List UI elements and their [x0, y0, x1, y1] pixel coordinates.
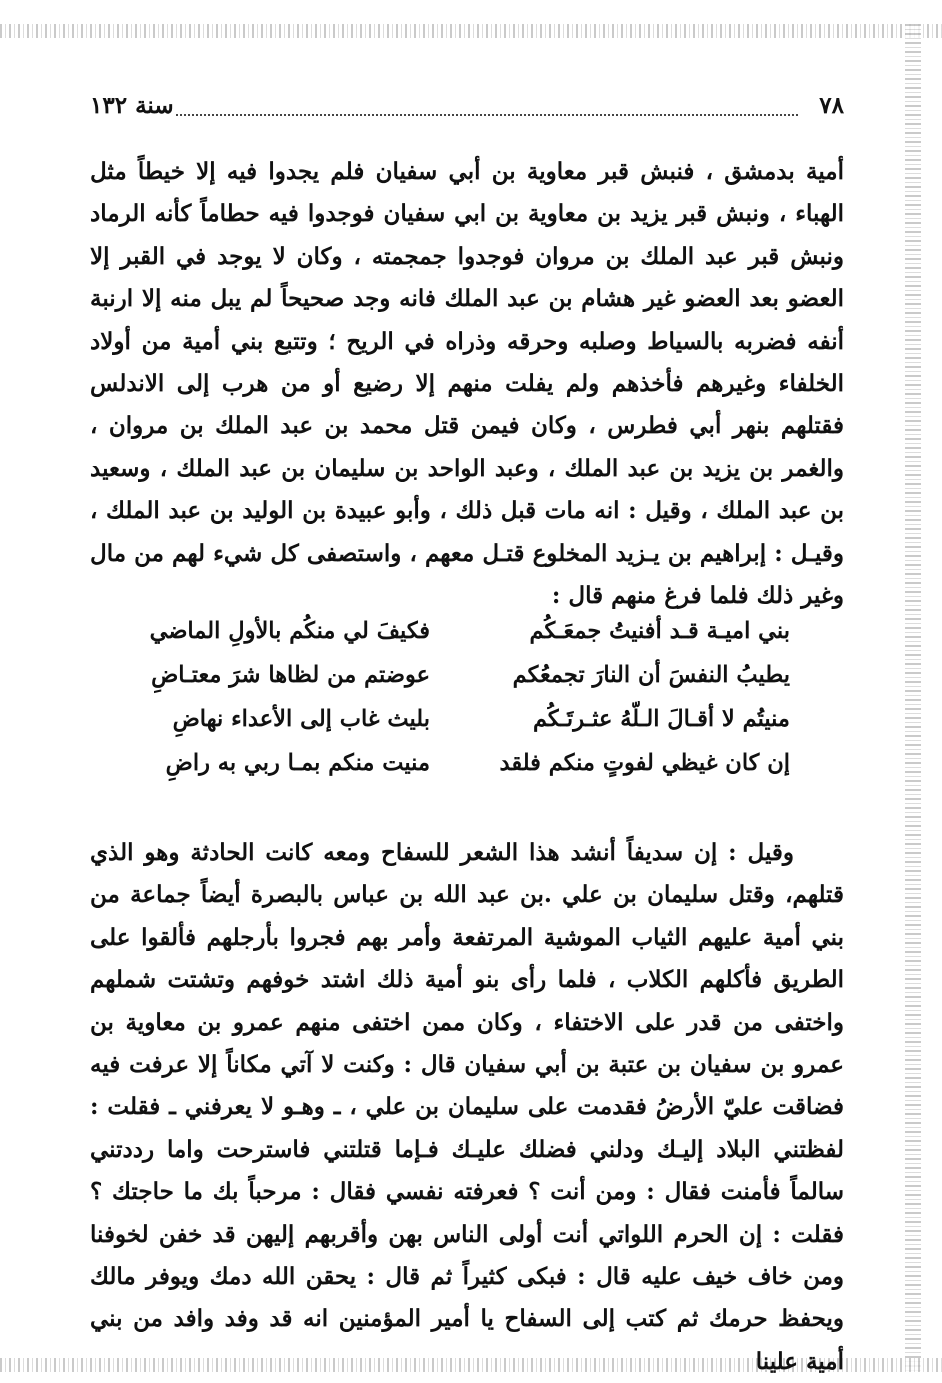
poem-verse — [140, 706, 790, 750]
scan-border-top — [0, 24, 942, 38]
verse-first-hemistich: بني اميـة قـد أفنيتُ جمعَـكُم — [529, 618, 790, 644]
verse-first-hemistich: منيتُم لا أقـالَ الـلّهُ عثـرتَـكُم — [532, 706, 790, 732]
running-title: سنة ١٣٢ — [90, 92, 174, 119]
verse-second-hemistich: بليث غاب إلى الأعداء نهاضِ — [172, 706, 430, 732]
header-dotted-rule — [176, 114, 798, 116]
scan-border-right — [905, 24, 921, 1374]
paragraph: أمية بدمشق ، فنبش قبر معاوية بن أبي سفيان فلم يجدوا فيه إلا خيطاً مثل الهباء ، ونبش قبر يزيد بن معاوية بن ابي سفيان فوجدوا فيه حطاماً كأنه الرماد ونبش قبر عبد الملك بن مروان فوجدوا جمجمته ، وكان لا يوجد في القبر إلا العضو بعد العضو غير هشام بن عبد الملك فانه وجد صحيحاً لم يبل منه إلا ارنبة أنفه فضربه بالسياط وصلبه وحرقه وذراه في الريح ؛ وتتبع بني أمية من أولاد الخلفاء وغيرهم فأخذهم ولم يفلت منهم إلا رضيع أو من هرب إلى الاندلس فقتلهم بنهر أبي فطرس ، وكان فيمن قتل محمد بن عبد الملك بن مروان ، والغمر بن يزيد بن عبد الملك ، وعبد الواحد بن سليمان بن عبد الملك ، وسعيد بن عبد الملك ، وقيل : انه مات قبل ذلك ، وأبو عبيدة بن الوليد بن عبد الملك ، وقيـل : إبراهيم بن يـزيد المخلوع قتـل معهم ، واستصفى كل شيء لهم من مال وغير ذلك فلما فرغ منهم قال : — [90, 158, 845, 610]
verse-first-hemistich: إن كان غيظي لفوتٍ منكم فلقد — [499, 750, 790, 776]
page-header — [90, 92, 844, 124]
poem-verse — [140, 662, 790, 706]
verse-second-hemistich: فكيفَ لي منكُم بالأولِ الماضي — [149, 618, 430, 644]
verse-first-hemistich: يطيبُ النفسَ أن النارَ تجمعُكم — [512, 662, 790, 688]
verse-second-hemistich: منيت منكم بمـا ربي به راضِ — [165, 750, 430, 776]
page-number: ٧٨ — [819, 92, 844, 119]
paragraph: وقيل : إن سديفاً أنشد هذا الشعر للسفاح ومعه كانت الحادثة وهو الذي قتلهم، وقتل سليمان بن علي .بن عبد الله بن عباس بالبصرة أيضاً جماعة من بني أمية عليهم الثياب الموشية المرتفعة وأمر بهم فجروا بأرجلهم فألقوا على الطريق فأكلهم الكلاب ، فلما رأى بنو أمية ذلك اشتد خوفهم وتشتت شملهم واختفى من قدر على الاختفاء ، وكان ممن اختفى منهم عمرو بن معاوية بن عمرو بن سفيان بن عتبة بن أبي سفيان قال : وكنت لا آتي مكاناً إلا عرفت فيه فضاقت عليّ الأرضُ فقدمت على سليمان بن علي ، ـ وهـو لا يعرفني ـ فقلت : لفظتني البلاد إليـك ودلني فضلك عليـك فـإما قتلتني فاسترحت واما رددتني سالماً فأمنت فقال : ومن أنت ؟ فعرفته نفسي فقال : مرحباً بك ما حاجتك ؟ فقلت : إن الحرم اللواتي أنت أولى الناس بهن وأقربهم إليهن قد خفن لخوفنا ومن خاف خيف عليه قال : فبكى كثيراً ثم قال : يحقن الله دمك ويوفر مالك ويحفظ حرمك ثم كتب إلى السفاح يا أمير المؤمنين انه قد وفد وافد من بني أمية علينا — [90, 839, 844, 1375]
poem-verse — [140, 750, 790, 794]
poem-verse — [140, 618, 790, 662]
verse-second-hemistich: عوضتم من لظاها شرَ معتـاضِ — [151, 662, 430, 688]
poem — [140, 618, 790, 794]
